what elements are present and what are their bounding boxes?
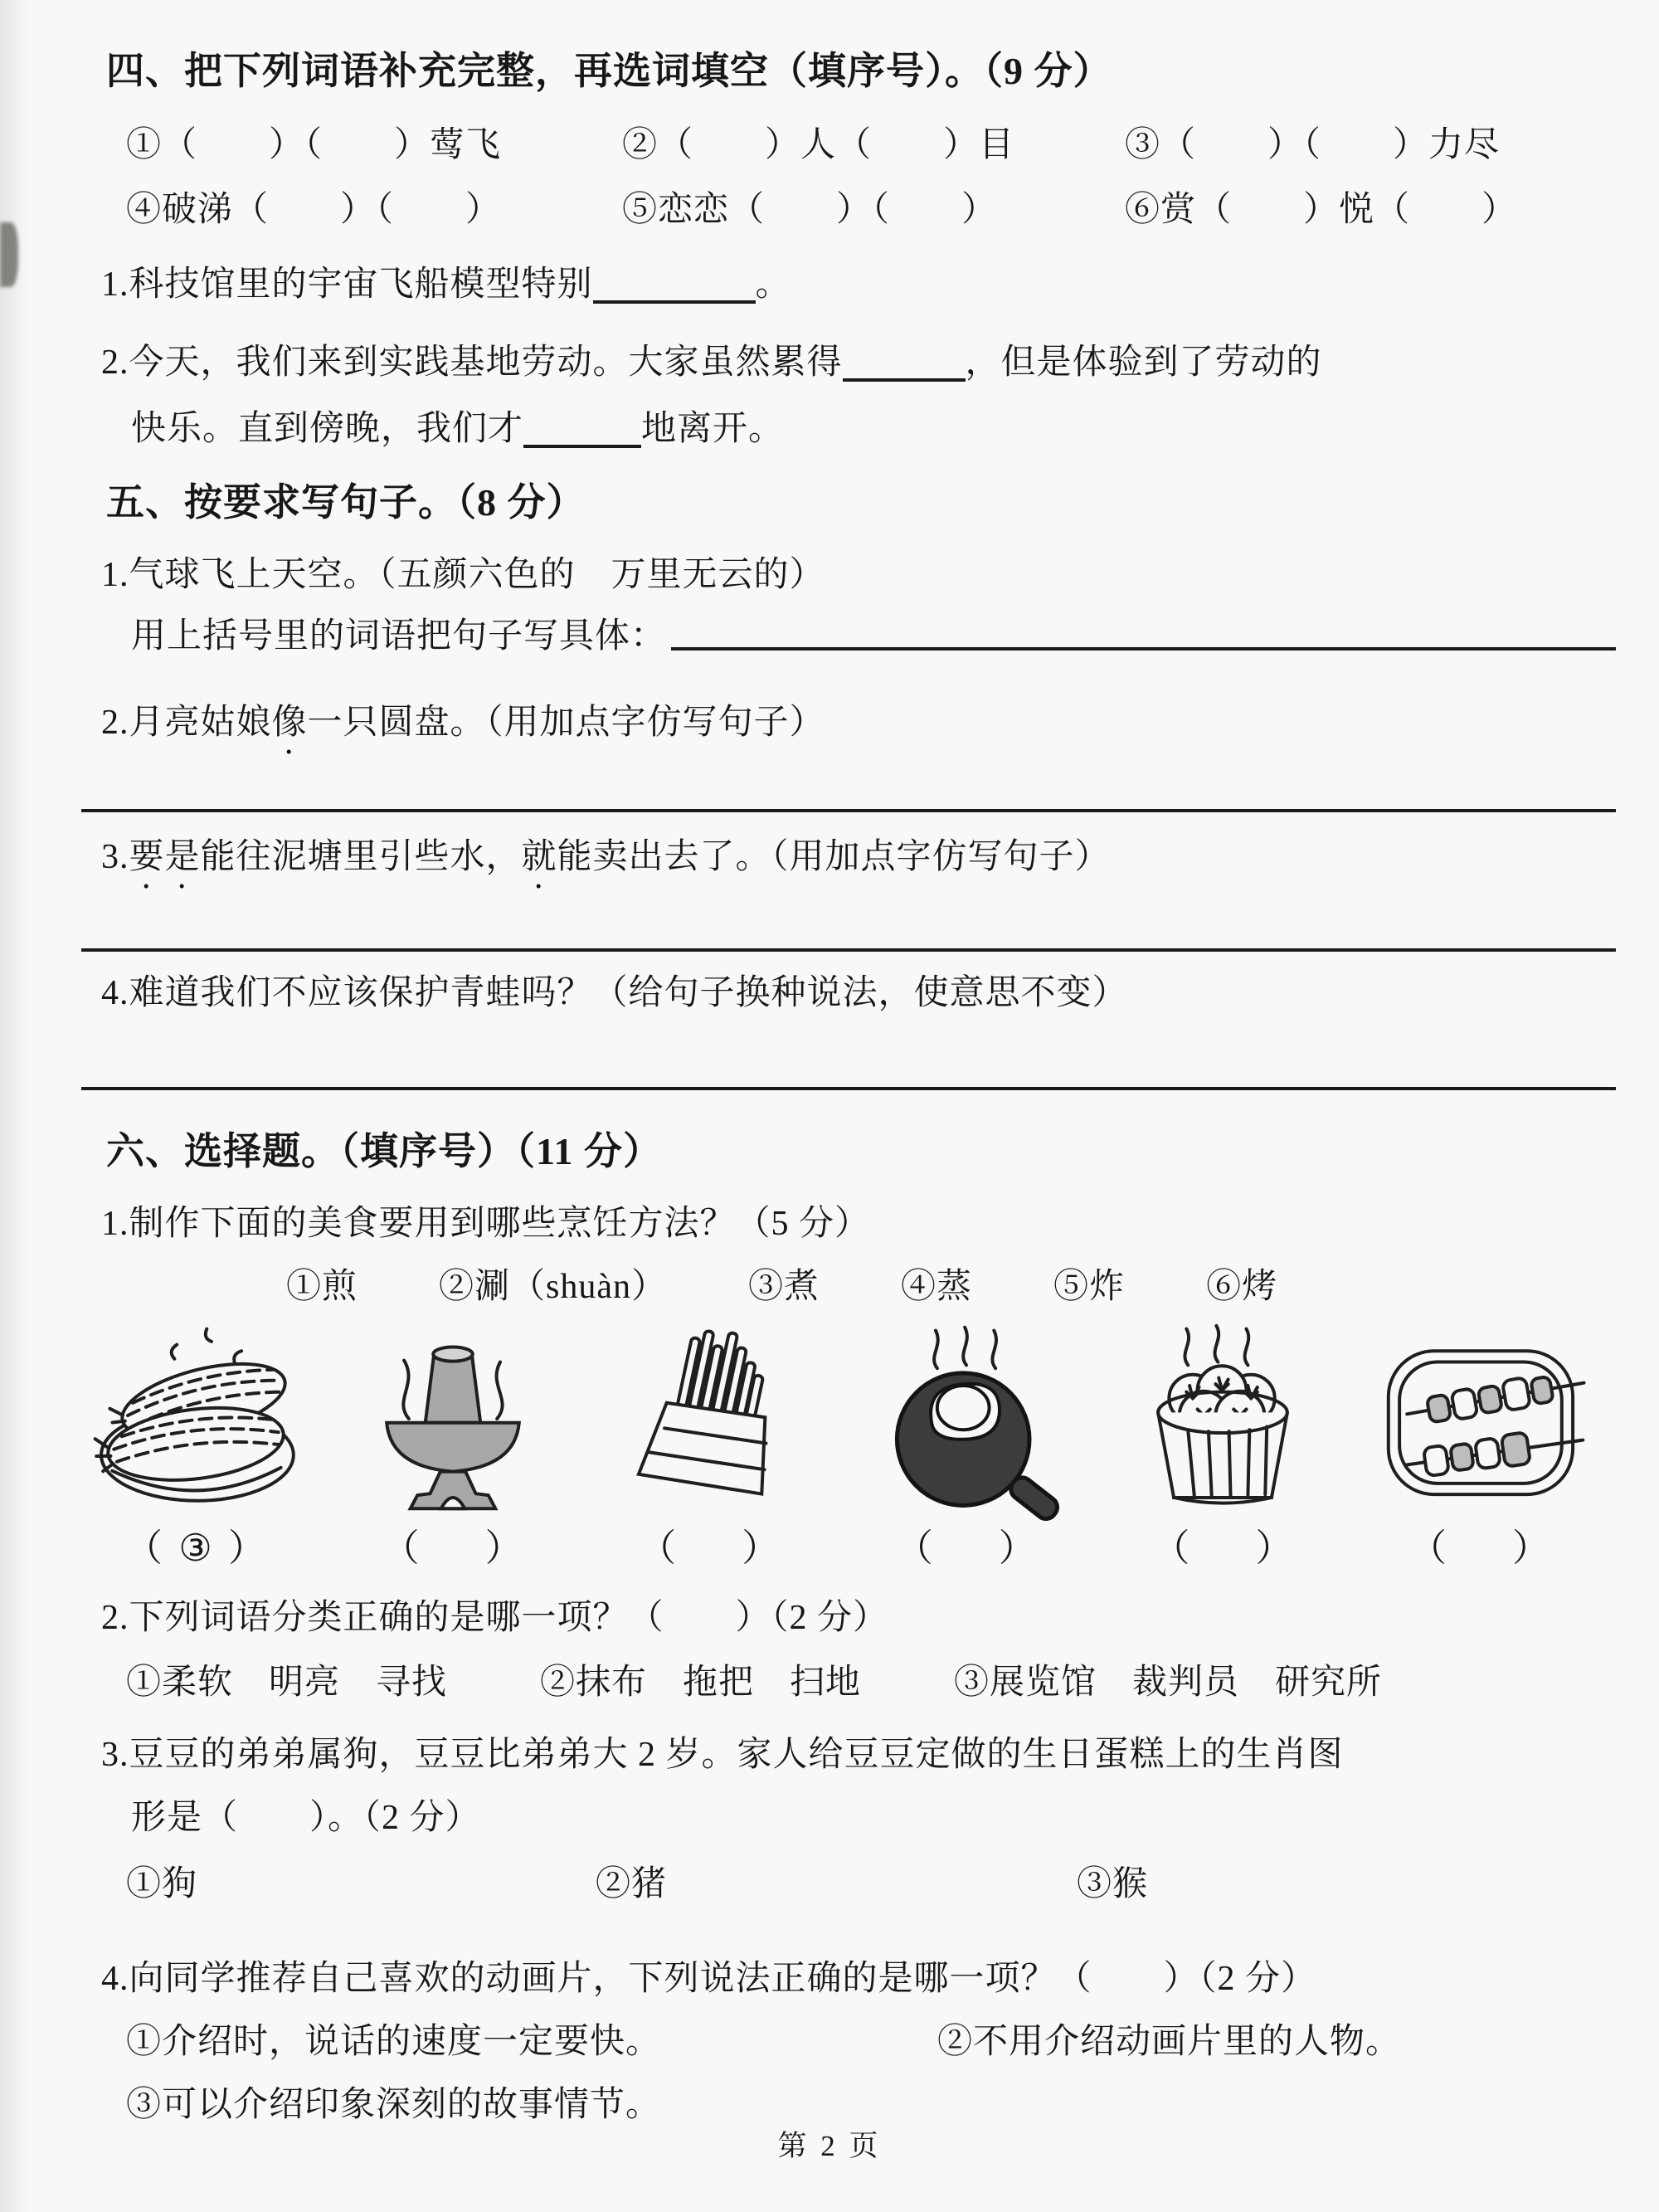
q1-answer-blank	[671, 647, 1616, 650]
method-jian: ①煎	[286, 1268, 358, 1306]
idiom-row-1	[126, 124, 1500, 166]
q3-option-monkey: ③猴	[1077, 1865, 1149, 1903]
section5-title: 五、按要求写句子。（8 分）	[106, 481, 586, 524]
q1-instruction: 用上括号里的词语把句子写具体：	[131, 617, 667, 655]
fill2-blank1	[843, 345, 966, 382]
fried-egg-pan-image	[856, 1313, 1077, 1523]
idiom-4: ④破涕（ ）（ ）	[126, 191, 502, 229]
fill1-blank	[593, 267, 756, 304]
fill2-text-end: 地离开。	[641, 410, 785, 448]
method-kao: ⑥烤	[1206, 1268, 1278, 1306]
food-images-row	[76, 1313, 1599, 1571]
fill1-period: 。	[755, 266, 791, 304]
answer-bracket-2: （ ）	[382, 1527, 523, 1569]
fill2-text-line2: 快乐。直到傍晚，我们才	[131, 410, 524, 448]
answer-bracket-1: （ ③ ）	[124, 1527, 267, 1569]
q3-answer-line	[81, 948, 1616, 952]
q4-option-1: ①介绍时，说话的速度一定要快。	[126, 2023, 662, 2061]
section6-q3-line1: 3.豆豆的弟弟属狗，豆豆比弟弟大 2 岁。家人给豆豆定做的生日蛋糕上的生肖图	[101, 1736, 1344, 1774]
kebab-skewers-image	[1370, 1313, 1590, 1523]
food-item-fried-egg	[847, 1313, 1086, 1571]
section6-q4-options-row1	[126, 2021, 1401, 2063]
fill2-text-pre: 2.今天，我们来到实践基地劳动。大家虽然累得	[101, 343, 843, 382]
boiled-corn-image	[85, 1313, 306, 1523]
fill1-text: 1.科技馆里的宇宙飞船模型特别	[101, 266, 593, 304]
method-shuan: ②涮（shuàn）	[439, 1268, 668, 1306]
section5-q4: 4.难道我们不应该保护青蛙吗？（给句子换种说法，使意思不变）	[101, 974, 1128, 1012]
idiom-5: ⑤恋恋（ ）（ ）	[622, 191, 998, 229]
section6-q3-line2: 形是（ ）。（2 分）	[131, 1799, 481, 1837]
q4-option-3: ③可以介绍印象深刻的故事情节。	[126, 2086, 662, 2124]
section4-fill2-line2	[131, 408, 784, 450]
answer-bracket-4: （ ）	[895, 1527, 1037, 1569]
idiom-row-2	[126, 189, 1517, 231]
steamed-buns-image	[1112, 1313, 1333, 1523]
q4-option-2: ②不用介绍动画片里的人物。	[937, 2023, 1402, 2061]
section5-q3	[101, 836, 1111, 896]
section5-q1-line1: 1.气球飞上天空。（五颜六色的 万里无云的）	[101, 556, 825, 594]
section6-title: 六、选择题。（填序号）（11 分）	[106, 1130, 662, 1172]
q3-dotted-chars: 要是	[129, 838, 201, 876]
section5-q2	[101, 702, 825, 762]
q3-number: 3.	[101, 838, 129, 876]
food-item-corn	[76, 1313, 315, 1571]
q3-option-pig: ②猪	[596, 1865, 668, 1903]
section4-title: 四、把下列词语补充完整，再选词填空（填序号）。（9 分）	[106, 50, 1112, 92]
q2-text-pre: 2.月亮姑娘	[101, 704, 272, 742]
q3-text-post: 能卖出去了。（用加点字仿写句子）	[557, 838, 1111, 876]
idiom-6: ⑥赏（ ）悦（ ）	[1125, 191, 1518, 229]
food-item-hotpot	[333, 1313, 572, 1571]
q3-text-mid: 能往泥塘里引些水，	[200, 838, 522, 876]
section6-q1-text: 1.制作下面的美食要用到哪些烹饪方法？（5 分）	[101, 1205, 871, 1243]
q2-dotted-char: 像	[271, 704, 308, 742]
q2-option-1: ①柔软 明亮 寻找	[126, 1664, 448, 1702]
scan-smudge	[0, 222, 18, 287]
q2-answer-line	[81, 809, 1616, 812]
q2-option-3: ③展览馆 裁判员 研究所	[954, 1664, 1383, 1702]
section6-q4-text: 4.向同学推荐自己喜欢的动画片，下列说法正确的是哪一项？（ ）（2 分）	[101, 1960, 1317, 1998]
answer-value-1: ③	[178, 1527, 213, 1569]
food-item-buns	[1103, 1313, 1342, 1571]
answer-bracket-5: （ ）	[1152, 1527, 1294, 1569]
method-zhu: ③煮	[748, 1268, 820, 1306]
cooking-methods-row	[286, 1266, 1277, 1308]
page-number: 第 2 页	[777, 2130, 882, 2162]
food-item-fries	[590, 1313, 829, 1571]
answer-bracket-6: （ ）	[1408, 1527, 1550, 1569]
method-zheng: ④蒸	[901, 1268, 973, 1306]
fill2-text-mid: ，但是体验到了劳动的	[965, 343, 1322, 382]
answer-bracket-3: （ ）	[639, 1527, 781, 1569]
q4-answer-line	[81, 1087, 1616, 1090]
q3-option-dog: ①狗	[126, 1865, 198, 1903]
idiom-1: ①（ ）（ ）莺飞	[126, 126, 502, 164]
section4-fill2-line1	[101, 342, 1322, 383]
q2-text-post: 一只圆盘。（用加点字仿写句子）	[307, 704, 825, 742]
section6-q2-text: 2.下列词语分类正确的是哪一项？（ ）（2 分）	[101, 1599, 889, 1637]
idiom-2: ②（ ）人（ ）目	[622, 126, 1015, 164]
french-fries-image	[599, 1313, 820, 1523]
idiom-3: ③（ ）（ ）力尽	[1125, 126, 1501, 164]
food-item-skewers	[1360, 1313, 1599, 1571]
section5-q1-line2	[131, 616, 1616, 657]
fill2-blank2	[523, 412, 641, 448]
method-zha: ⑤炸	[1053, 1268, 1126, 1306]
section6-q2-options	[126, 1662, 1382, 1703]
section4-fill1	[101, 264, 791, 305]
section6-q3-options	[126, 1864, 1148, 1905]
hotpot-image	[343, 1313, 563, 1523]
q2-option-2: ②抹布 拖把 扫地	[540, 1664, 862, 1702]
q3-dotted-char2: 就	[521, 838, 557, 876]
